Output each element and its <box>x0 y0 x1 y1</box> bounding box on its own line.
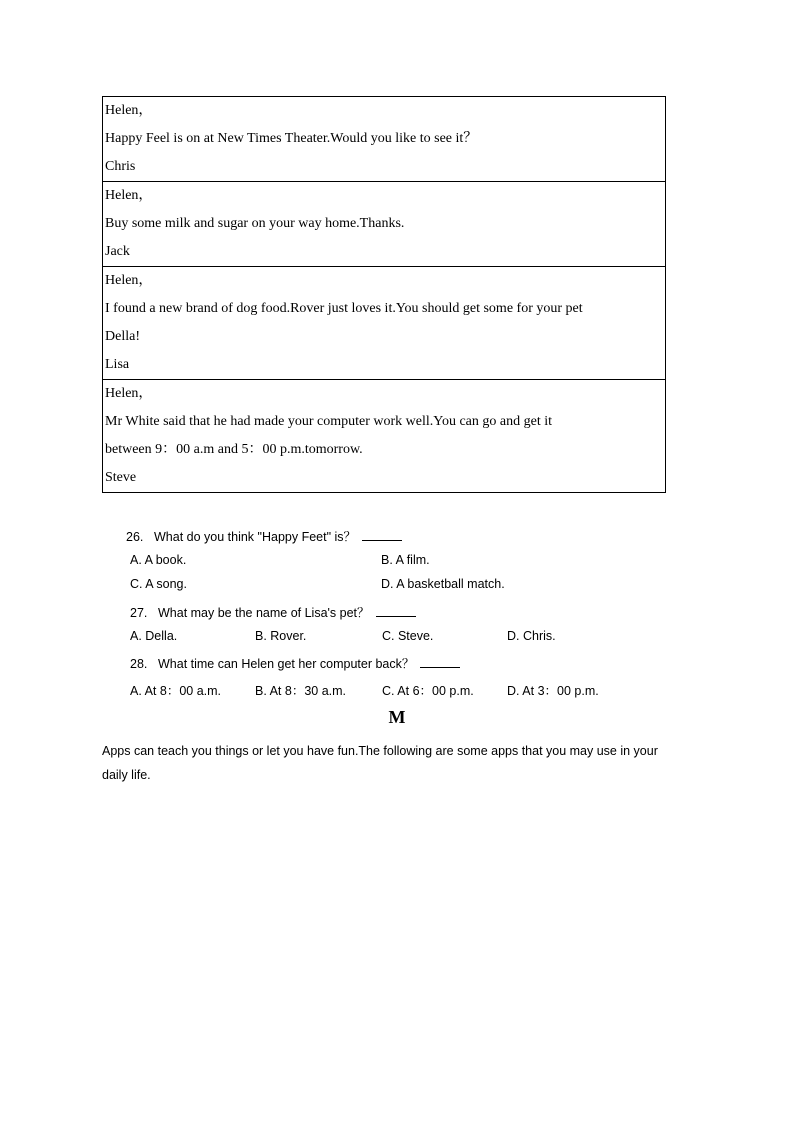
note-cell-jack <box>103 181 665 266</box>
option-c[interactable]: C. A song. <box>130 577 187 591</box>
question-number: 26. <box>126 530 144 544</box>
note-greeting: Helen， <box>105 188 153 203</box>
answer-blank[interactable] <box>376 604 416 617</box>
note-body-continued: between 9：00 a.m and 5：00 p.m.tomorrow. <box>105 442 363 457</box>
answer-blank[interactable] <box>420 655 460 668</box>
question-number: 28. <box>130 657 148 671</box>
question-text: What time can Helen get her computer back？ <box>158 657 415 671</box>
option-d[interactable]: D. A basketball match. <box>381 577 505 591</box>
note-cell-lisa <box>103 266 665 379</box>
note-body: Happy Feel is on at New Times Theater.Would you like to see it？ <box>105 131 478 146</box>
question-number: 27. <box>130 606 148 620</box>
option-a[interactable]: A. A book. <box>130 553 187 567</box>
option-c[interactable]: C. Steve. <box>382 629 434 643</box>
note-signature: Chris <box>105 159 136 174</box>
section-heading: M <box>388 707 406 727</box>
question-stem <box>130 603 416 621</box>
section-intro: Apps can teach you things or let you have fun.The following are some apps that you may use in your daily life. <box>102 744 658 782</box>
note-signature: Lisa <box>105 357 130 372</box>
option-b[interactable]: B. A film. <box>381 553 430 567</box>
note-body-continued: Della! <box>105 329 140 344</box>
answer-blank[interactable] <box>362 528 402 541</box>
option-b[interactable]: B. Rover. <box>255 629 307 643</box>
note-signature: Jack <box>105 244 130 259</box>
note-greeting: Helen， <box>105 103 153 118</box>
question-text: What may be the name of Lisa's pet？ <box>158 606 370 620</box>
option-a[interactable]: A. At 8：00 a.m. <box>130 684 222 698</box>
option-c[interactable]: C. At 6：00 p.m. <box>382 684 474 698</box>
question-text: What do you think "Happy Feet" is？ <box>154 530 357 544</box>
notes-table <box>102 96 666 493</box>
option-a[interactable]: A. Della. <box>130 629 178 643</box>
option-b[interactable]: B. At 8：30 a.m. <box>255 684 347 698</box>
option-d[interactable]: D. Chris. <box>507 629 556 643</box>
note-cell-chris <box>103 97 665 181</box>
question-stem <box>130 654 460 672</box>
note-greeting: Helen， <box>105 273 153 288</box>
note-cell-steve <box>103 379 665 492</box>
note-greeting: Helen， <box>105 386 153 401</box>
note-signature: Steve <box>105 470 137 485</box>
note-body: I found a new brand of dog food.Rover just loves it.You should get some for your pet <box>105 301 583 316</box>
option-d[interactable]: D. At 3：00 p.m. <box>507 684 599 698</box>
note-body: Buy some milk and sugar on your way home.Thanks. <box>105 216 405 231</box>
question-stem <box>126 527 402 545</box>
note-body: Mr White said that he had made your computer work well.You can go and get it <box>105 414 552 429</box>
